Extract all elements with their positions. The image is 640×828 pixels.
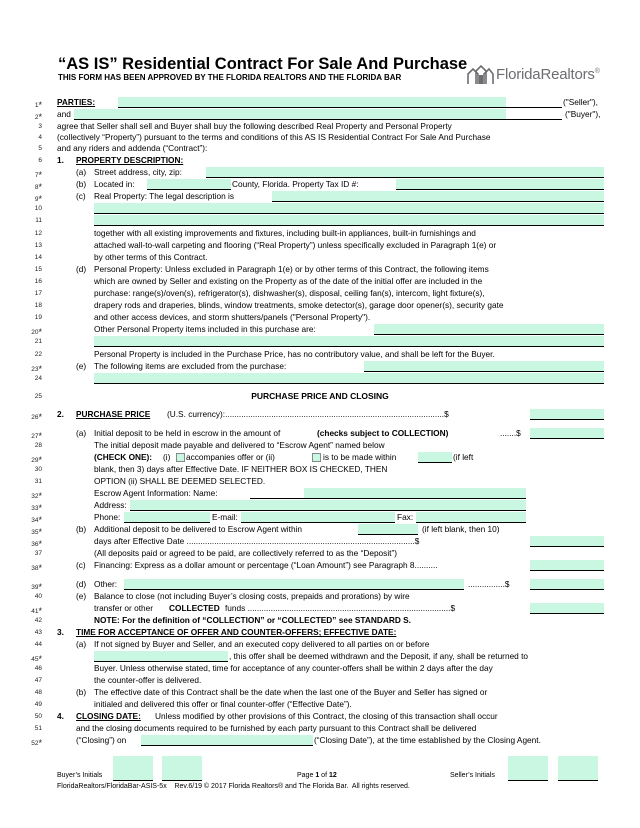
body-text: Personal Property: Unless excluded in Paragraph 1(e) or by other terms of this Contract, the following items	[94, 264, 489, 274]
required-star: *	[38, 563, 42, 573]
excluded-items-field-2[interactable]	[94, 373, 604, 384]
body-text: and other access devices, and storm shutters/panels ("Personal Property").	[94, 312, 371, 322]
line-49	[0, 699, 640, 711]
transfer-text: transfer or other	[94, 603, 154, 613]
dots-dollar: .......$	[500, 428, 521, 438]
body-text: initialed and delivered this offer or final counter-offer (“Effective Date”).	[94, 699, 352, 709]
required-star: *	[38, 582, 42, 592]
body-text: together with all existing improvements and fixtures, including built-in appliances, built-in furnishings and	[94, 228, 476, 238]
required-star: *	[38, 182, 42, 192]
line-number: 40	[34, 593, 42, 600]
line-number: 3	[38, 123, 42, 130]
line-8	[0, 179, 640, 191]
line-23	[0, 361, 640, 373]
line-number	[18, 514, 42, 524]
line-5	[0, 143, 640, 155]
line-43	[0, 627, 640, 639]
required-star: *	[38, 539, 42, 549]
funds-text: funds ........................................................................................$	[225, 603, 456, 613]
form-title: “AS IS” Residential Contract For Sale And Purchase	[58, 55, 468, 73]
excluded-items-label: The following items are excluded from the purchase:	[94, 361, 287, 371]
required-star: *	[38, 431, 42, 441]
financing-label: Financing: Express as a dollar amount or percentage (“Loan Amount”) see Paragraph 8..........	[94, 560, 438, 570]
agreement-text: agree that Seller shall sell and Buyer shall buy the following described Real Property and Personal Property	[57, 121, 452, 131]
page-indicator	[297, 772, 337, 779]
buyer-initials-box-2[interactable]	[162, 756, 202, 781]
required-star: *	[38, 112, 42, 122]
purchase-price-field[interactable]	[530, 409, 604, 420]
required-star: *	[38, 455, 42, 465]
line-26	[0, 409, 640, 421]
line-52	[0, 735, 640, 747]
legal-description-field-2[interactable]	[94, 203, 604, 214]
line-num: 7	[34, 172, 39, 179]
line-number: 10	[34, 205, 42, 212]
line-1	[0, 97, 640, 109]
line-number	[18, 454, 42, 464]
buyer-name-field[interactable]	[74, 109, 506, 120]
line-number	[18, 502, 42, 512]
tax-id-field[interactable]	[396, 179, 604, 190]
escrow-agent-name-field[interactable]	[304, 488, 526, 499]
logo-wordmark: FloridaRealtors	[496, 66, 595, 83]
line-33	[0, 500, 640, 512]
line-num: 26	[31, 414, 39, 421]
body-text: The initial deposit made payable and delivered to “Escrow Agent” named below	[94, 440, 385, 450]
seller-name-field[interactable]	[118, 97, 506, 108]
line-2	[0, 109, 640, 121]
line-13	[0, 240, 640, 252]
if-left-text: (if left	[453, 452, 474, 462]
other-personal-property-field-1[interactable]	[374, 324, 604, 335]
initial-deposit-label: Initial deposit to be held in escrow in the amount of	[94, 428, 281, 438]
line-20	[0, 324, 640, 336]
line-50	[0, 711, 640, 723]
dots-dollar: ................$	[468, 579, 510, 589]
line-num: 39	[31, 584, 39, 591]
purchase-price-label: PURCHASE PRICE	[76, 409, 151, 419]
line-number	[18, 111, 42, 121]
body-text: purchase: range(s)/oven(s), refrigerator(s), dishwasher(s), disposal, ceiling fan(s), intercom, light fixture(s),	[94, 288, 485, 298]
required-star: *	[38, 515, 42, 525]
line-num: 20	[31, 329, 39, 336]
line-39	[0, 579, 640, 591]
line-num: 34	[31, 517, 39, 524]
line-16	[0, 276, 640, 288]
option-i-text: accompanies offer or (ii)	[186, 452, 275, 462]
line-14	[0, 252, 640, 264]
line-number	[18, 737, 42, 747]
escrow-fax-label: Fax:	[397, 512, 414, 522]
body-text: by other terms of this Contract.	[94, 252, 208, 262]
line-34	[0, 512, 640, 524]
buyer-label: ("Buyer"),	[565, 109, 601, 119]
logo-text	[496, 66, 600, 83]
seller-initials-box-1[interactable]	[508, 756, 548, 781]
item-letter: (b)	[76, 179, 87, 189]
line-number: 50	[34, 713, 42, 720]
required-star: *	[38, 654, 42, 664]
required-star: *	[38, 100, 42, 110]
seller-initials-box-2[interactable]	[558, 756, 598, 781]
section-number: 3.	[57, 627, 64, 637]
line-number: 48	[34, 689, 42, 696]
body-text: drapery rods and draperies, blinds, window treatments, smoke detector(s), garage door opener(s), security gate	[94, 300, 504, 310]
escrow-phone-field[interactable]	[124, 512, 210, 523]
check-one-label: (CHECK ONE):	[94, 452, 153, 462]
line-number	[18, 181, 42, 191]
sellers-initials-label: Seller’s Initials	[450, 772, 495, 779]
checkbox-box[interactable]	[176, 453, 185, 462]
other-description-field[interactable]	[124, 579, 464, 590]
line-number: 13	[34, 242, 42, 249]
line-num: 1	[34, 102, 39, 109]
body-text: the counter-offer is delivered.	[94, 675, 202, 685]
item-letter: (a)	[76, 428, 87, 438]
form-subtitle: THIS FORM HAS BEEN APPROVED BY THE FLORIDA REALTORS AND THE FLORIDA BAR	[58, 73, 402, 82]
body-text: (“Closing Date”), at the time established by the Closing Agent.	[314, 735, 541, 745]
and-label: and	[57, 109, 71, 119]
line-number: 30	[34, 466, 42, 473]
line-47	[0, 675, 640, 687]
street-address-field[interactable]	[206, 167, 604, 178]
option-i-label: (i)	[163, 452, 171, 462]
buyers-initials-label: Buyer’s Initials	[57, 772, 103, 779]
escrow-address-field[interactable]	[130, 500, 526, 511]
line-num: 23	[31, 366, 39, 373]
line-number	[18, 411, 42, 421]
line-num: 38	[31, 565, 39, 572]
line-num: 52	[31, 740, 39, 747]
initial-deposit-field[interactable]	[530, 428, 604, 439]
body-text: , this offer shall be deemed withdrawn and the Deposit, if any, shall be returned to	[229, 651, 529, 661]
line-number: 11	[35, 217, 42, 224]
line-18	[0, 300, 640, 312]
line-num: 9	[34, 196, 39, 203]
registered-mark: ®	[594, 68, 600, 75]
option-i-checkbox[interactable]	[175, 453, 186, 464]
line-28	[0, 440, 640, 452]
line-number: 4	[38, 134, 42, 141]
page-prefix: Page	[297, 772, 314, 779]
line-30	[0, 464, 640, 476]
line-number: 15	[34, 266, 42, 273]
street-address-label: Street address, city, zip:	[94, 167, 182, 177]
legal-description-label: Real Property: The legal description is	[94, 191, 235, 201]
line-number: 31	[34, 478, 42, 485]
escrow-agent-name-label: Escrow Agent Information: Name:	[94, 488, 218, 498]
line-num: 33	[31, 505, 39, 512]
acceptance-heading: TIME FOR ACCEPTANCE OF OFFER AND COUNTER-OFFERS; EFFECTIVE DATE:	[76, 627, 397, 637]
line-number	[18, 363, 42, 373]
line-12	[0, 228, 640, 240]
line-15	[0, 264, 640, 276]
line-number: 16	[34, 278, 42, 285]
line-42	[0, 615, 640, 627]
line-number	[18, 562, 42, 572]
body-text: If not signed by Buyer and Seller, and an executed copy delivered to all parties on or before	[94, 639, 430, 649]
body-text: attached wall-to-wall carpeting and flooring (“Real Property”) unless specifically excluded in Paragraph 1(e) or	[94, 240, 497, 250]
collection-note: NOTE: For the definition of “COLLECTION” or “COLLECTED” see STANDARD S.	[94, 615, 411, 625]
section-number: 1.	[57, 155, 64, 165]
other-label: Other:	[94, 579, 118, 589]
if-left-blank-text: (if left blank, then 10)	[422, 524, 500, 534]
line-36	[0, 536, 640, 548]
line-number	[18, 526, 42, 536]
line-number	[18, 581, 42, 591]
seller-name-underline	[506, 97, 562, 108]
line-38	[0, 560, 640, 572]
line-num: 45	[31, 656, 39, 663]
additional-deposit-label: Additional deposit to be delivered to Escrow Agent within	[94, 524, 303, 534]
required-star: *	[38, 412, 42, 422]
escrow-name-underline	[250, 488, 304, 499]
line-number	[18, 99, 42, 109]
item-letter: (d)	[76, 264, 87, 274]
deposit-days-field[interactable]	[418, 452, 452, 463]
line-num: 32	[31, 493, 39, 500]
escrow-phone-label: Phone:	[94, 512, 121, 522]
checks-subject-text: (checks subject to COLLECTION)	[317, 428, 449, 438]
required-star: *	[38, 503, 42, 513]
balance-to-close-label: Balance to close (not including Buyer’s closing costs, prepaids and prorations) by wire	[94, 591, 410, 601]
line-9	[0, 191, 640, 203]
agreement-text: and any riders and addenda (“Contract”):	[57, 143, 208, 153]
excluded-items-field-1[interactable]	[364, 361, 604, 372]
line-number: 21	[34, 338, 42, 345]
line-number: 12	[34, 230, 42, 237]
option-ii-text: is to be made within	[323, 452, 397, 462]
line-number: 37	[34, 550, 42, 557]
line-number: 6	[38, 157, 42, 164]
required-star: *	[38, 170, 42, 180]
required-star: *	[38, 194, 42, 204]
line-num: 2	[34, 114, 39, 121]
required-star: *	[38, 327, 42, 337]
line-number: 47	[34, 677, 42, 684]
line-num: 36	[31, 541, 39, 548]
page-total: 12	[328, 772, 337, 779]
page-number: 1	[315, 772, 320, 779]
body-text: and the closing documents required to be furnished by each party pursuant to this Contract shall be delivered	[76, 723, 477, 733]
line-number	[18, 326, 42, 336]
legal-description-field-1[interactable]	[272, 191, 604, 202]
line-21	[0, 336, 640, 348]
parties-label: PARTIES:	[57, 97, 96, 107]
line-41	[0, 603, 640, 615]
item-letter: (c)	[76, 560, 86, 570]
line-19	[0, 312, 640, 324]
required-star: *	[38, 738, 42, 748]
line-number	[18, 430, 42, 440]
body-text: (All deposits paid or agreed to be paid, are collectively referred to as the “Deposit”)	[94, 548, 397, 558]
line-10	[0, 203, 640, 215]
line-24	[0, 373, 640, 385]
line-number	[18, 193, 42, 203]
required-star: *	[38, 527, 42, 537]
item-letter: (e)	[76, 361, 87, 371]
line-number: 28	[34, 442, 42, 449]
line-32	[0, 488, 640, 500]
line-37	[0, 548, 640, 560]
line-7	[0, 167, 640, 179]
line-45	[0, 651, 640, 663]
line-51	[0, 723, 640, 735]
seller-label: ("Seller"),	[563, 97, 598, 107]
line-number: 14	[34, 254, 42, 261]
line-31	[0, 476, 640, 488]
checkbox-box[interactable]	[312, 453, 321, 462]
form-id-copyright: FloridaRealtors/FloridaBar-ASIS-5x Rev.6/19 © 2017 Florida Realtors® and The Florida Bar. All rights reserved.	[57, 783, 410, 790]
line-number: 17	[34, 290, 42, 297]
line-number: 22	[34, 351, 42, 358]
line-number: 51	[34, 725, 42, 732]
line-number: 19	[34, 314, 42, 321]
item-letter: (b)	[76, 687, 87, 697]
required-star: *	[38, 364, 42, 374]
line-number: 44	[34, 641, 42, 648]
line-number: 25	[34, 393, 42, 400]
line-num: 41	[31, 608, 39, 615]
buyer-name-underline	[506, 109, 562, 120]
realtors-houses-icon	[466, 62, 494, 86]
line-number: 43	[34, 629, 42, 636]
line-17	[0, 288, 640, 300]
line-number	[18, 169, 42, 179]
buyer-initials-box-1[interactable]	[113, 756, 153, 781]
body-text: OPTION (ii) SHALL BE DEEMED SELECTED.	[94, 476, 266, 486]
line-number	[18, 653, 42, 663]
acceptance-deadline-field[interactable]	[94, 651, 228, 662]
collected-text: COLLECTED	[169, 603, 220, 613]
line-number: 24	[34, 375, 42, 382]
body-text: Unless modified by other provisions of this Contract, the closing of this transaction shall occur	[155, 711, 498, 721]
line-number: 42	[34, 617, 42, 624]
additional-deposit-days-field[interactable]	[358, 524, 418, 535]
county-field[interactable]	[147, 179, 231, 190]
escrow-email-field[interactable]	[241, 512, 395, 523]
other-personal-property-label: Other Personal Property items included in this purchase are:	[94, 324, 316, 334]
line-number: 46	[34, 665, 42, 672]
line-num: 8	[34, 184, 39, 191]
required-star: *	[38, 491, 42, 501]
item-letter: (a)	[76, 167, 87, 177]
financing-field[interactable]	[530, 560, 604, 571]
line-number	[18, 538, 42, 548]
closing-date-field[interactable]	[141, 735, 313, 746]
required-star: *	[38, 606, 42, 616]
line-number: 5	[38, 145, 42, 152]
section-number: 2.	[57, 409, 64, 419]
closing-date-heading: CLOSING DATE:	[76, 711, 141, 721]
days-after-text: days after Effective Date ...................................................................................................$	[94, 536, 420, 546]
other-amount-field[interactable]	[530, 579, 604, 590]
located-in-label: Located in:	[94, 179, 135, 189]
property-description-heading: PROPERTY DESCRIPTION:	[76, 155, 184, 165]
item-letter: (b)	[76, 524, 87, 534]
body-text: Buyer. Unless otherwise stated, time for acceptance of any counter-offers shall be within 2 days after the day	[94, 663, 493, 673]
line-29	[0, 452, 640, 464]
line-44	[0, 639, 640, 651]
escrow-address-label: Address:	[94, 500, 127, 510]
line-35	[0, 524, 640, 536]
line-number	[18, 490, 42, 500]
body-text: blank, then 3) days after Effective Date. IF NEITHER BOX IS CHECKED, THEN	[94, 464, 388, 474]
legal-description-field-3[interactable]	[94, 215, 604, 226]
line-num: 29	[31, 457, 39, 464]
line-num: 27	[31, 433, 39, 440]
line-46	[0, 663, 640, 675]
tax-id-label: County, Florida. Property Tax ID #:	[232, 179, 359, 189]
agreement-text: (collectively “Property”) pursuant to the terms and conditions of this AS IS Residential Contract For Sale And Purchase	[57, 132, 491, 142]
line-25	[0, 391, 640, 403]
item-letter: (e)	[76, 591, 87, 601]
item-letter: (d)	[76, 579, 87, 589]
closing-on-label: (“Closing”) on	[76, 735, 127, 745]
other-personal-property-field-2[interactable]	[94, 336, 604, 347]
body-text: Personal Property is included in the Purchase Price, has no contributory value, and shall be left for the Buyer.	[94, 349, 495, 359]
line-num: 35	[31, 529, 39, 536]
line-number: 18	[34, 302, 42, 309]
balance-to-close-field[interactable]	[530, 603, 604, 614]
item-letter: (a)	[76, 639, 87, 649]
line-number	[18, 605, 42, 615]
option-ii-checkbox[interactable]	[311, 453, 322, 464]
purchase-price-currency: (U.S. currency):...............................................................................................$	[167, 409, 449, 419]
body-text: The effective date of this Contract shall be the date when the last one of the Buyer and Seller has signed or	[94, 687, 488, 697]
page-of: of	[321, 772, 328, 779]
purchase-price-heading: PURCHASE PRICE AND CLOSING	[251, 391, 389, 401]
line-48	[0, 687, 640, 699]
florida-realtors-logo	[466, 62, 606, 88]
additional-deposit-field[interactable]	[530, 536, 604, 547]
body-text: which are owned by Seller and existing on the Property as of the date of the initial offer are included in the	[94, 276, 483, 286]
line-22	[0, 349, 640, 361]
escrow-fax-field[interactable]	[416, 512, 526, 523]
line-6	[0, 155, 640, 167]
line-number: 49	[34, 701, 42, 708]
line-27	[0, 428, 640, 440]
item-letter: (c)	[76, 191, 86, 201]
line-40	[0, 591, 640, 603]
section-number: 4.	[57, 711, 64, 721]
line-11	[0, 215, 640, 227]
escrow-email-label: E-mail:	[212, 512, 238, 522]
